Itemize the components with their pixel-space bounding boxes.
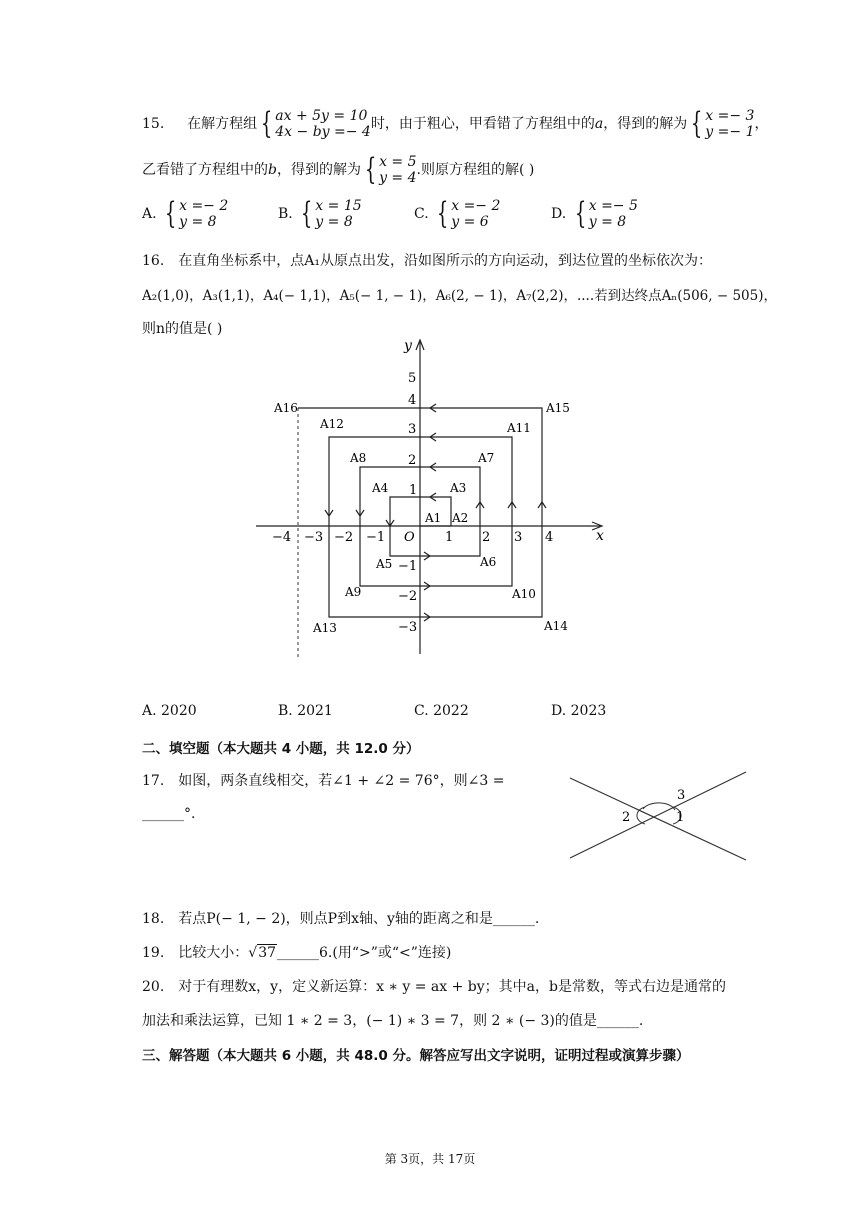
q20-text1: 对于有理数x，y，定义新运算：x ∗ y = ax + by；其中a，b是常数，等式右边是通常的	[178, 979, 726, 995]
q15-number: 15.	[142, 116, 165, 132]
q16-line2: A₂(1,0)，A₃(1,1)，A₄(− 1,1)，A₅(− 1, − 1)，A₆(2, − 1)，A₇(2,2)，....若到达终点Aₙ(506, − 505)，	[142, 288, 777, 304]
y-tick: 2	[408, 453, 417, 468]
option-label: B.	[278, 206, 293, 222]
x-tick: −3	[304, 530, 324, 545]
x-tick: −4	[272, 530, 292, 545]
q16-option-c: C. 2022	[414, 703, 469, 719]
point-label-a2: A2	[452, 511, 469, 525]
x-axis-label: x	[596, 528, 604, 544]
origin-label: O	[404, 530, 415, 545]
point-label-a10: A10	[512, 587, 536, 601]
q15-eq1: ax + 5y = 10	[275, 108, 368, 124]
x-tick: −2	[334, 530, 354, 545]
point-labels	[273, 401, 570, 635]
q17-number: 17.	[142, 773, 165, 789]
x-tick: 3	[514, 530, 523, 545]
option-x: x =− 5	[588, 198, 638, 214]
option-y: y = 8	[179, 214, 217, 230]
q16-spiral-figure	[250, 336, 610, 662]
q16-option-d: D. 2023	[551, 703, 607, 719]
q15-system: { ax + 5y = 10 4x − by =− 4	[260, 106, 371, 141]
q15-line2-prefix: 乙看错了方程组中的	[142, 162, 268, 178]
q16-line3: 则n的值是( )	[142, 321, 223, 337]
q18	[142, 908, 539, 928]
q20-line1	[142, 976, 726, 996]
option-label: C.	[414, 206, 429, 222]
q15-prefix: 在解方程组	[187, 116, 258, 132]
point-label-a12: A12	[320, 417, 344, 431]
q19-number: 19.	[142, 945, 165, 961]
angle-1-label: 1	[676, 810, 685, 825]
q15-line2	[142, 154, 534, 186]
q19	[142, 942, 451, 962]
q17-blank: ______°.	[142, 806, 196, 822]
q17-text: 如图，两条直线相交，若∠1 + ∠2 = 76°，则∠3 =	[178, 773, 505, 789]
q19-post: ______6.(用“>”或“<”连接)	[277, 945, 452, 961]
q15-sol-yi-y: y = 4	[379, 170, 417, 186]
option-x: x =− 2	[451, 198, 501, 214]
option-y: y = 8	[588, 214, 627, 230]
point-label-a16: A16	[274, 401, 298, 415]
section-3-heading: 三、解答题（本大题共 6 小题，共 48.0 分。解答应写出文字说明，证明过程或演算步骤）	[142, 1048, 690, 1064]
q15-var-a: a	[594, 116, 604, 132]
point-label-a4: A4	[372, 481, 389, 495]
line-2	[570, 772, 746, 858]
q19-prefix: 比较大小：	[178, 945, 249, 961]
q15-option-b: B. { x = 15 y = 8	[278, 196, 362, 231]
point-label-a1: A1	[425, 511, 442, 525]
option-label: D.	[551, 206, 567, 222]
q15-sol-yi: { x = 5 y = 4	[364, 152, 417, 187]
point-label-a15: A15	[546, 401, 570, 415]
section-2-heading: 二、填空题（本大题共 4 小题，共 12.0 分）	[142, 741, 420, 757]
q19-radicand: 37	[258, 945, 277, 961]
point-label-a3: A3	[450, 481, 467, 495]
y-tick: 4	[408, 393, 417, 408]
q15-option-d: D. { x =− 5 y = 8	[551, 196, 638, 231]
q18-text: 若点P(− 1, − 2)，则点P到x轴、y轴的距离之和是______.	[178, 911, 540, 927]
sqrt-icon: √	[248, 945, 258, 961]
point-label-a7: A7	[478, 451, 495, 465]
q16-option-a: A. 2020	[142, 703, 197, 719]
q20-number: 20.	[142, 979, 165, 995]
y-tick-labels	[398, 371, 417, 635]
q18-number: 18.	[142, 911, 165, 927]
option-x: x =− 2	[179, 198, 229, 214]
q16-number: 16.	[142, 253, 165, 269]
q17-intersecting-lines-figure	[560, 764, 760, 864]
q15-option-c: C. { x =− 2 y = 6	[414, 196, 501, 231]
q15-comma: ，	[754, 116, 769, 132]
point-label-a13: A13	[313, 621, 337, 635]
q15-sol-jia: { x =− 3 y =− 1	[691, 106, 755, 141]
point-label-a6: A6	[480, 555, 497, 569]
q20-line2: 加法和乘法运算，已知 1 ∗ 2 = 3，(− 1) ∗ 3 = 7，则 2 ∗ (− 3)的值是______.	[142, 1013, 644, 1029]
x-tick: −1	[366, 530, 386, 545]
option-y: y = 6	[451, 214, 489, 230]
y-tick: −3	[398, 620, 418, 635]
angle-2-label: 2	[622, 810, 631, 825]
q15-mid: 时，由于粗心，甲看错了方程组中的	[370, 116, 595, 132]
point-label-a9: A9	[345, 585, 362, 599]
q15-var-b: b	[268, 162, 277, 178]
y-tick: 5	[408, 371, 417, 386]
y-tick: −2	[398, 589, 418, 604]
y-axis-label: y	[404, 338, 412, 354]
q15-eq2: 4x − by =− 4	[275, 124, 371, 140]
angle-3-label: 3	[677, 788, 686, 803]
q15-line2-mid: ，得到的解为	[276, 162, 361, 178]
x-tick: 2	[482, 530, 491, 545]
point-label-a11: A11	[507, 421, 531, 435]
q16-text1: 在直角坐标系中，点A₁从原点出发，沿如图所示的方向运动，到达位置的坐标依次为：	[178, 253, 712, 269]
q15-line2-end: .则原方程组的解( )	[416, 162, 535, 178]
point-label-a14: A14	[544, 619, 568, 633]
option-x: x = 15	[315, 198, 362, 214]
q15-sol-yi-x: x = 5	[379, 154, 417, 170]
q15-sol-jia-x: x =− 3	[705, 108, 755, 124]
y-tick: −1	[398, 559, 418, 574]
x-tick: 1	[445, 530, 454, 545]
line-1	[570, 778, 746, 860]
q15-line1	[142, 108, 768, 140]
option-label: A.	[142, 206, 157, 222]
option-y: y = 8	[315, 214, 353, 230]
q15-sol-jia-y: y =− 1	[705, 124, 755, 140]
q16-option-b: B. 2021	[278, 703, 333, 719]
page-footer: 第 3页，共 17页	[384, 1152, 476, 1166]
q16-line1	[142, 250, 712, 270]
point-label-a5: A5	[376, 557, 393, 571]
q15-mid2: ，得到的解为	[603, 116, 688, 132]
y-tick: 3	[408, 422, 417, 437]
y-tick: 1	[409, 483, 418, 498]
x-tick: 4	[545, 530, 554, 545]
q15-option-a: A. { x =− 2 y = 8	[142, 196, 229, 231]
point-label-a8: A8	[350, 451, 367, 465]
q17-line1	[142, 770, 504, 790]
